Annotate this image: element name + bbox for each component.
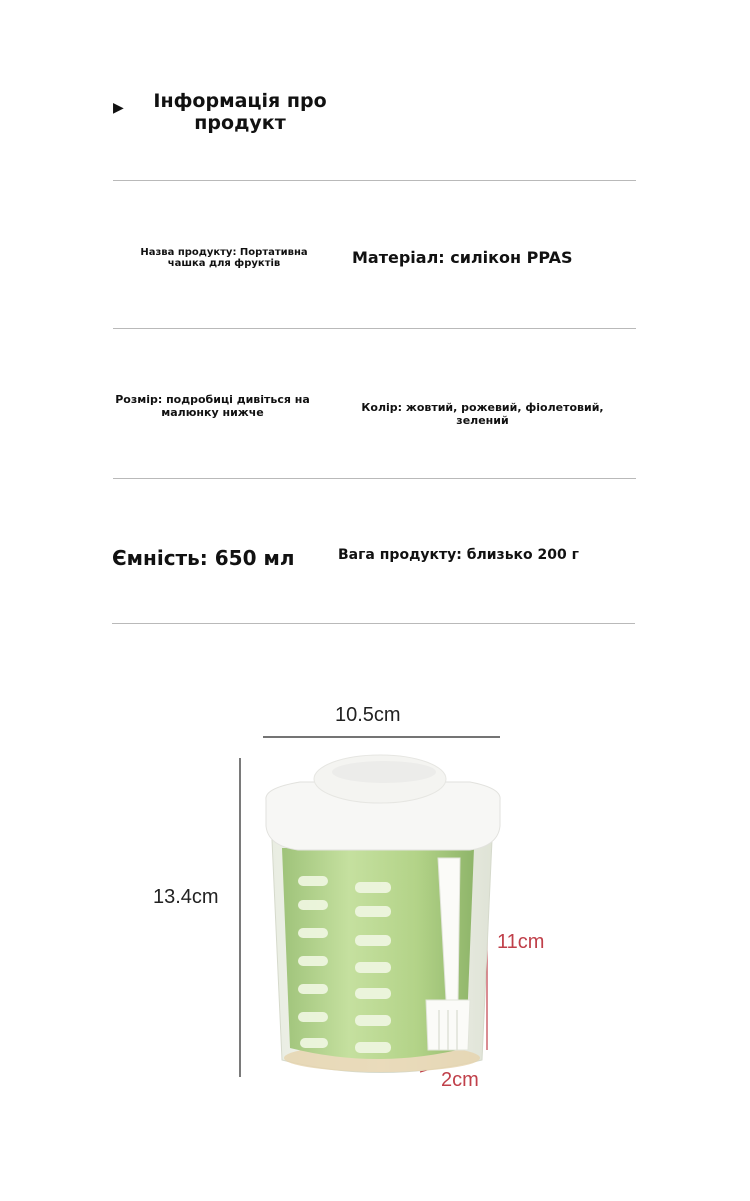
spec-weight: Вага продукту: близько 200 г: [338, 547, 579, 563]
spec-capacity: Ємність: 650 мл: [112, 546, 295, 570]
section-heading: Інформація про продукт: [153, 90, 327, 134]
divider: [113, 478, 636, 479]
play-triangle-icon: ▶: [113, 100, 124, 116]
spec-material: Матеріал: силікон PPAS: [352, 248, 573, 267]
dimension-height-label: 13.4cm: [153, 886, 219, 908]
divider: [113, 180, 636, 181]
spec-color: Колір: жовтий, рожевий, фіолетовий, зелений: [361, 401, 604, 427]
dimension-width-label: 10.5cm: [335, 704, 401, 726]
dimension-base-label: 2cm: [441, 1069, 479, 1091]
divider: [113, 328, 636, 329]
dimension-inner-height-label: 11cm: [497, 931, 545, 953]
spec-size: Розмір: подробиці дивіться на малюнку нижче: [115, 393, 310, 419]
product-illustration: [0, 650, 750, 1150]
spec-product-name: Назва продукту: Портативна чашка для фруктів: [140, 247, 308, 269]
divider: [112, 623, 635, 624]
lid-cap-top: [332, 761, 436, 783]
